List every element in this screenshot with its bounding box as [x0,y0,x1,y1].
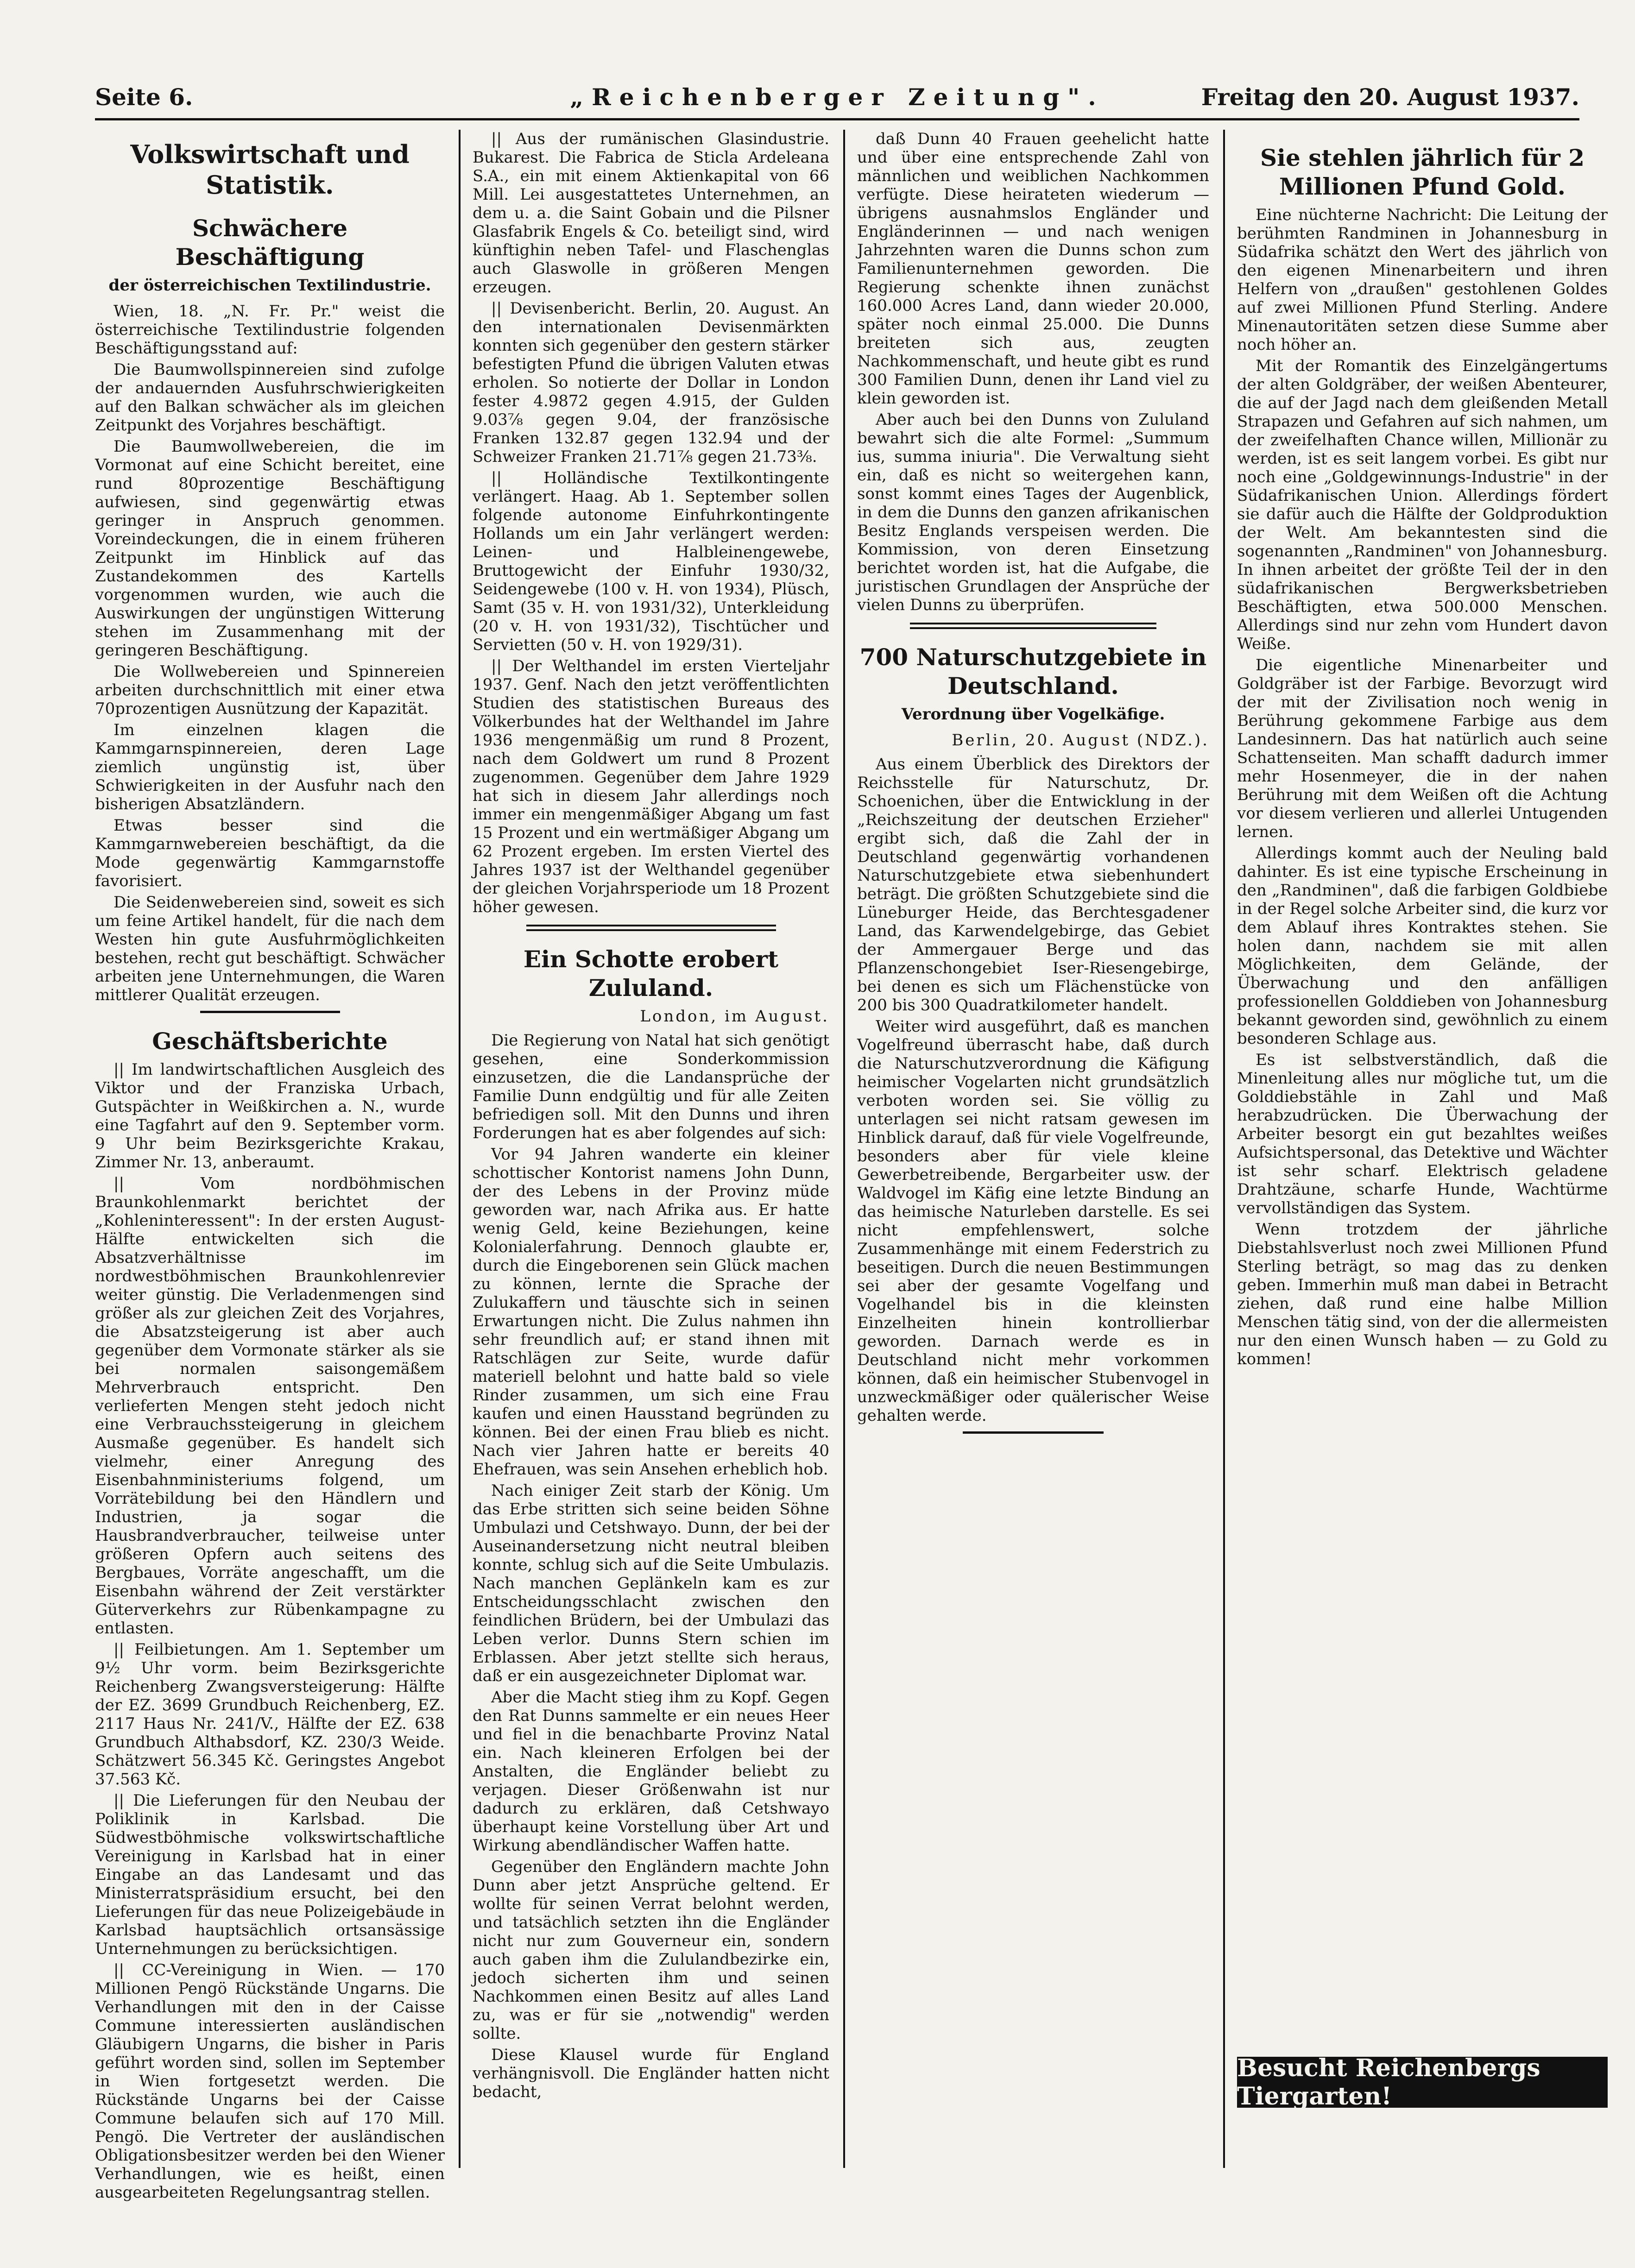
paragraph: || Vom nordböhmischen Braunkohlenmarkt berichtet der „Kohleninteressent": In der ersten August-Hälfte entwickelten sich die Absatzverhältnisse im nordwestböhmischen Braunkohlenrevier weiter günstig. Die Verladenmengen sind größer als zur gleichen Zeit des Vorjahres, die Absatzsteigerung ist aber auch gegenüber dem Vormonate stärker als sie bei normalen saisongemäßem Mehrverbrauch entspricht. Den verlieferten Mengen steht jedoch nicht eine Verbrauchssteigerung in gleichem Ausmaße gegenüber. Es handelt sich vielmehr, einer Anregung des Eisenbahnministeriums folgend, um Vorrätebildung bei den Händlern und Industrien, ja sogar die Hausbrandverbraucher, teilweise unter größeren Opfern auch seitens des Bergbaues, Vorräte angeschafft, um die Eisenbahn während der Zeit verstärkter Güterverkehrs zur Rübenkampagne zu entlasten. [95,1174,445,1638]
paragraph: Die Wollwebereien und Spinnereien arbeiten durchschnittlich mit einer etwa 70prozentigen Ausnützung der Kapazität. [95,662,445,718]
article-subtitle: der österreichischen Textilindustrie. [108,276,431,295]
dateline: London, im August. [640,1007,829,1026]
separator [963,1431,1104,1434]
paragraph: Die Baumwollspinnereien sind zufolge der andauernden Ausfuhrschwierigkeiten auf den Balkan schwächer als im gleichen Zeitpunkt des Vorjahres beschäftigt. [95,360,445,435]
paragraph: || Im landwirtschaftlichen Ausgleich des Viktor und der Franziska Urbach, Gutspächter in Weißkirchen a. N., wurde eine Tagfahrt auf den 9. September vorm. 9 Uhr beim Bezirksgerichte Krakau, Zimmer Nr. 13, anberaumt. [95,1060,445,1172]
paragraph: Allerdings kommt auch der Neuling bald dahinter. Es ist eine typische Erscheinung in den „Randminen", daß die farbigen Goldbiebe in der Regel solche Arbeiter sind, die kurz vor dem Ablauf ihres Kontraktes stehen. Sie holen dann, nachdem sie mit allen Möglichkeiten, dem Gelände, der Überwachung und den anfälligen professionellen Golddieben von Johannesburg bekannt geworden sind, gewöhnlich zu einem besonderen Schlage aus. [1237,844,1608,1048]
paragraph: Wien, 18. „N. Fr. Pr." weist die österreichische Textilindustrie folgenden Beschäftigungsstand auf: [95,302,445,358]
article-title: Sie stehlen jährlich für 2 Millionen Pfund Gold. [1260,144,1585,200]
column-2 [473,130,829,2186]
paragraph: Nach einiger Zeit starb der König. Um das Erbe stritten sich seine beiden Söhne Umbulazi und Cetshwayo. Dunn, der bei der Auseinandersetzung nicht neutral bleiben konnte, schlug sich auf die Seite Umbulazis. Nach manchen Geplänkeln kam es zur Entscheidungsschlacht zwischen den feindlichen Brüdern, bei der Umbulazi das Leben verlor. Dunns Stern schien im Erblassen. Aber jetzt stellte sich heraus, daß er ein ausgezeichneter Diplomat war. [473,1481,829,1685]
paragraph: daß Dunn 40 Frauen geehelicht hatte und über eine entsprechende Zahl von männlichen und weiblichen Nachkommen verfügte. Diese heirateten wiederum — übrigens ausnahmslos Engländer und Engländerinnen — und nach wenigen Jahrzehnten waren die Dunns schon zum Familienunternehmen geworden. Die Regierung schenkte ihnen zunächst 160.000 Acres Land, dann wieder 20.000, später noch einmal 25.000. Die Dunns breiteten sich aus, zeugten Nachkommenschaft, und heute gibt es rund 300 Familien Dunn, denen ihr Land viel zu klein geworden ist. [857,130,1209,408]
news-note: || Der Welthandel im ersten Vierteljahr 1937. Genf. Nach den jetzt veröffentlichten Studien des statistischen Bureaus des Völkerbundes hat der Welthandel im Jahre 1936 mengenmäßig um rund 8 Prozent, nach dem Goldwert um rund 8 Prozent zugenommen. Gegenüber dem Jahre 1929 hat sich in diesem Jahr allerdings noch immer ein mengenmäßiger Abgang um fast 15 Prozent und ein wertmäßiger Abgang um 62 Prozent ergeben. Im ersten Viertel des Jahres 1937 ist der Welthandel gegenüber der gleichen Vorjahrsperiode um 18 Prozent höher gewesen. [473,657,829,916]
separator [200,1011,340,1013]
column-4 [1237,130,1608,2038]
article-title: Schwächere Beschäftigung [175,214,365,271]
header-rule [95,118,1579,120]
article-title: 700 Naturschutzgebiete in Deutschland. [859,643,1207,699]
dateline: Berlin, 20. August (NDZ.). [952,731,1209,750]
paragraph: Etwas besser sind die Kammgarnwebereien beschäftigt, da die Mode gegenwärtig Kammgarnstoffe favorisiert. [95,816,445,890]
paragraph: Mit der Romantik des Einzelgängertums der alten Goldgräber, der weißen Abenteurer, die auf der Jagd nach dem gleißenden Metall Strapazen und Gefahren auf sich nahmen, um der zweifelhaften Chance willen, Millionär zu werden, ist es seit langem vorbei. Es gibt nur noch eine „Goldgewinnungs-Industrie" in der Südafrikanischen Union. Allerdings fördert sie dafür auch die Hälfte der Goldproduktion der Welt. Am bekanntesten sind die sogenannten „Randminen" von Johannesburg. In ihnen arbeitet der größte Teil der in den südafrikanischen Bergwerksbetrieben Beschäftigten, etwa 500.000 Menschen. Allerdings sind nur zehn vom Hundert davon Weiße. [1237,357,1608,653]
article-title: Geschäftsberichte [152,1027,388,1055]
paragraph: Im einzelnen klagen die Kammgarnspinnereien, deren Lage ziemlich ungünstig ist, über Schwierigkeiten in der Ausfuhr nach den bisherigen Absatzländern. [95,721,445,813]
column-divider [843,130,845,2168]
page-number: Seite 6. [95,83,193,111]
column-divider [459,130,461,2168]
paragraph: Die Seidenwebereien sind, soweit es sich um feine Artikel handelt, für die nach dem Westen hin gute Ausfuhrmöglichkeiten bestehen, recht gut beschäftigt. Schwächer arbeiten jene Unternehmungen, die Waren mittlerer Qualität erzeugen. [95,893,445,1004]
paragraph: Die Regierung von Natal hat sich genötigt gesehen, eine Sonderkommission einzusetzen, die die Landansprüche der Familie Dunn endgültig und für alle Zeiten befriedigen soll. Mit den Dunns und ihren Forderungen hat es aber folgendes auf sich: [473,1031,829,1142]
paragraph: Die Baumwollwebereien, die im Vormonat auf eine Schicht bereitet, eine rund 80prozentige Beschäftigung aufwiesen, sind gegenwärtig etwas geringer in Anspruch genommen. Voreindeckungen, die in einem früheren Zeitpunkt im Hinblick auf das Zustandekommen des Kartells vorgenommen wurden, wie auch die Auswirkungen der ungünstigen Witterung stehen im Zusammenhang mit der geringeren Beschäftigung. [95,437,445,660]
issue-date: Freitag den 20. August 1937. [1201,83,1579,111]
paragraph: Aber auch bei den Dunns von Zululand bewahrt sich die alte Formel: „Summum ius, summa iniuria". Die Verwaltung sieht ein, daß es nicht so weitergehen kann, sonst kommt eines Tages der Augenblick, in dem die Dunns den ganzen afrikanischen Besitz Englands verspeisen werden. Die Kommission, von deren Einsetzung berichtet worden ist, hat die Aufgabe, die juristischen Grundlagen der Ansprüche der vielen Dunns zu überprüfen. [857,410,1209,614]
column-1 [95,130,445,2202]
paragraph: Wenn trotzdem der jährliche Diebstahlsverlust noch zwei Millionen Pfund Sterling beträgt, so mag das zu denken geben. Immerhin muß man dabei in Betracht ziehen, daß rund eine halbe Million Menschen tätig sind, von der die allermeisten nur den einen Wunsch haben — zu Gold zu kommen! [1237,1220,1608,1368]
advertisement-banner: Besucht Reichenbergs Tiergarten! [1237,2057,1608,2108]
column-divider [1223,130,1225,2168]
paragraph: || Die Lieferungen für den Neubau der Poliklinik in Karlsbad. Die Südwestböhmische volkswirtschaftliche Vereinigung in Karlsbad hat in einer Eingabe an das Landesamt und das Ministerratspräsidium ersucht, bei den Lieferungen für das neue Polizeigebäude in Karlsbad hauptsächlich ortsansässige Unternehmungen zu berücksichtigen. [95,1791,445,1958]
article-title: Ein Schotte erobert Zululand. [523,945,779,1002]
column-3 [857,130,1209,2186]
separator [526,925,776,931]
paragraph: Eine nüchterne Nachricht: Die Leitung der berühmten Randminen in Johannesburg in Südafrika schätzt den Wert des jährlich von den eigenen Minenarbeitern und ihren Helfern von „draußen" gestohlenen Goldes auf zwei Millionen Pfund Sterling. Andere Minenautoritäten setzen diese Summe aber noch höher an. [1237,206,1608,354]
news-note: || Holländische Textilkontingente verlängert. Haag. Ab 1. September sollen folgende autonome Einfuhrkontingente Hollands um ein Jahr verlängert werden: Leinen- und Halbleinengewebe, Bruttogewicht der Einfuhr 1930/32, Seidengewebe (100 v. H. von 1934), Plüsch, Samt (35 v. H. von 1931/32), Unterkleidung (20 v. H. von 1931/32), Tischtücher und Servietten (50 v. H. von 1929/31). [473,469,829,654]
news-note: || Devisenbericht. Berlin, 20. August. An den internationalen Devisenmärkten konnten sich gegenüber den gestern stärker befestigten Pfund die übrigen Valuten etwas erholen. So notierte der Dollar in London fester 4.9872 gegen 4.915, der Gulden 9.03⅞ gegen 9.04, der französische Franken 132.87 gegen 132.94 und der Schweizer Franken 21.71⅞ gegen 21.73⅜. [473,299,829,466]
news-note: || Aus der rumänischen Glasindustrie. Bukarest. Die Fabrica de Sticla Ardeleana S.A., ein mit einem Aktienkapital von 66 Mill. Lei ausgestattetes Unternehmen, an dem u. a. die Saint Gobain und die Pilsner Glasfabrik Engels & Co. beteiligt sind, wird künftighin neben Tafel- und Flaschenglas auch Glaswolle in größeren Mengen erzeugen. [473,130,829,296]
article-subtitle: Verordnung über Vogelkäfige. [901,705,1165,724]
paragraph: || Feilbietungen. Am 1. September um 9½ Uhr vorm. beim Bezirksgerichte Reichenberg Zwangsversteigerung: Hälfte der EZ. 3699 Grundbuch Reichenberg, EZ. 2117 Haus Nr. 241/V., Hälfte der EZ. 638 Grundbuch Althabsdorf, KZ. 230/3 Weide. Schätzwert 56.345 Kč. Geringstes Angebot 37.563 Kč. [95,1640,445,1789]
newspaper-title: „Reichenberger Zeitung". [570,83,1105,111]
paragraph: Vor 94 Jahren wanderte ein kleiner schottischer Kontorist namens John Dunn, der des Lebens in der Provinz müde geworden war, nach Afrika aus. Er hatte wenig Geld, keine Beziehungen, keine Kolonialerfahrung. Dennoch glaubte er, durch die Eingeborenen sein Glück machen zu können, lernte die Sprache der Zulukaffern und täuschte sich in seinen Erwartungen nicht. Die Zulus nahmen ihn sehr freundlich auf; er stand ihnen mit Ratschlägen zur Seite, wurde dafür materiell belohnt und hatte bald so viele Rinder zusammen, um sich eine Frau kaufen und einen Hausstand begründen zu können. Bei der einen Frau blieb es nicht. Nach vier Jahren hatte er bereits 40 Ehefrauen, was sein Ansehen erheblich hob. [473,1145,829,1479]
paragraph: Die eigentliche Minenarbeiter und Goldgräber ist der Farbige. Bevorzugt wird der mit der Zivilisation noch wenig in Berührung gekommene Farbige aus dem Landesinnern. Das hat natürlich auch seine Schattenseiten. Man schafft dadurch immer mehr Hosenmeyer, die in der nahen Berührung mit dem Weißen oft die Achtung vor diesem verlieren und allerlei Untugenden lernen. [1237,656,1608,841]
paragraph: Weiter wird ausgeführt, daß es manchen Vogelfreund überrascht habe, daß durch die Naturschutzverordnung die Käfigung heimischer Vogelarten nicht grundsätzlich verboten worden sei. Sie völlig zu unterlagen sei nicht ratsam gewesen im Hinblick darauf, daß für viele Vogelfreunde, besonders aber für viele kleine Gewerbetreibende, Bergarbeiter usw. der Waldvogel im Käfig eine letzte Bindung an das heimische Naturleben darstelle. Es sei nicht empfehlenswert, solche Zusammenhänge mit einem Federstrich zu beseitigen. Durch die neuen Bestimmungen sei aber der gesamte Vogelfang und Vogelhandel bis in die kleinsten Einzelheiten hinein kontrollierbar geworden. Darnach werde es in Deutschland nicht mehr vorkommen können, daß ein heimischer Stubenvogel in unzweckmäßiger oder quälerischer Weise gehalten werde. [857,1017,1209,1425]
paragraph: Aber die Macht stieg ihm zu Kopf. Gegen den Rat Dunns sammelte er ein neues Heer und fiel in die benachbarte Provinz Natal ein. Nach kleineren Erfolgen bei der Anstalten, die Engländer beliebt zu verjagen. Dieser Größenwahn ist nur dadurch zu erklären, daß Cetshwayo überhaupt keine Vorstellung über Art und Wirkung abendländischer Waffen hatte. [473,1688,829,1855]
paragraph: Es ist selbstverständlich, daß die Minenleitung alles nur mögliche tut, um die Golddiebstähle in Zahl und Maß herabzudrücken. Die Überwachung der Arbeiter besorgt ein gut bezahltes weißes Aufsichtspersonal, das Detektive und Wächter ist sehr scharf. Elektrisch geladene Drahtzäune, scharfe Hunde, Wachtürme vervollständigen das System. [1237,1051,1608,1217]
paragraph: Gegenüber den Engländern machte John Dunn aber jetzt Ansprüche geltend. Er wollte für seinen Verrat belohnt werden, und tatsächlich setzten ihn die Engländer nicht nur zum Gouverneur ein, sondern auch gaben ihm die Zululandbezirke ein, jedoch sicherten ihm und seinen Nachkommen einen Besitz auf alles Land zu, was er für sie „notwendig" werden sollte. [473,1858,829,2043]
section-title: Volkswirtschaft und Statistik. [130,139,410,200]
paragraph: Aus einem Überblick des Direktors der Reichsstelle für Naturschutz, Dr. Schoenichen, über die Entwicklung in der „Reichszeitung der deutschen Erzieher" ergibt sich, daß die Zahl der in Deutschland gegenwärtig vorhandenen Naturschutzgebiete etwa siebenhundert beträgt. Die größten Schutzgebiete sind die Lüneburger Heide, das Berchtesgadener Land, das Karwendelgebirge, das Gebiet der Ammergauer Berge und das Pflanzenschongebiet Iser-Riesengebirge, bei denen es sich um Flächenstücke von 200 bis 300 Quadratkilometer handelt. [857,755,1209,1014]
page-header [95,69,1579,120]
separator [910,623,1156,629]
paragraph: || CC-Vereinigung in Wien. — 170 Millionen Pengö Rückstände Ungarns. Die Verhandlungen mit den in der Caisse Commune interessierten ausländischen Gläubigern Ungarns, die bisher in Paris geführt worden sind, sollen im September in Wien fortgesetzt werden. Die Rückstände Ungarns bei der Caisse Commune belaufen sich auf 170 Mill. Pengö. Die Vertreter der ausländischen Obligationsbesitzer werden bei den Wiener Verhandlungen, wie es heißt, einen ausgearbeiteten Regelungsantrag stellen. [95,1961,445,2202]
paragraph: Diese Klausel wurde für England verhängnisvoll. Die Engländer hatten nicht bedacht, [473,2046,829,2101]
